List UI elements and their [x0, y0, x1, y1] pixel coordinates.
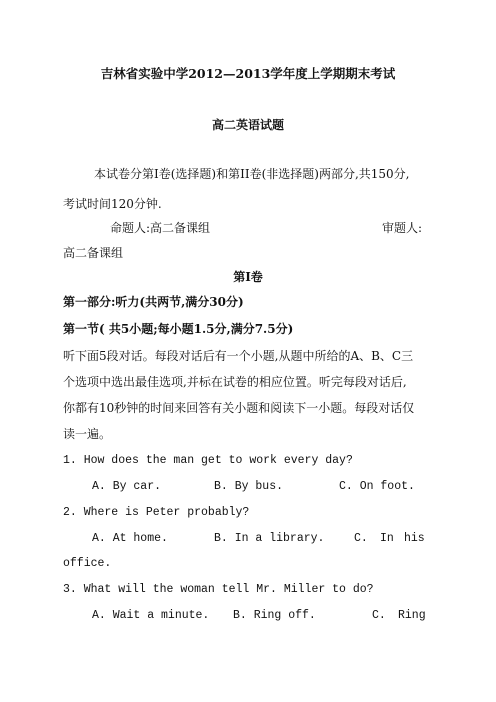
intro-line-2: 考试时间120分钟.	[63, 197, 162, 211]
question-1-option-a: A. By car.	[92, 480, 162, 493]
section-heading: 第一节( 共5小题;每小题1.5分,满分7.5分)	[63, 322, 294, 336]
part-heading: 第一部分:听力(共两节,满分30分)	[63, 295, 244, 309]
question-1-option-b: B. By bus.	[214, 480, 284, 493]
question-1-stem: 1. How does the man get to work every day?	[63, 454, 353, 467]
instruction-line-4: 读一遍。	[63, 427, 112, 441]
volume-title: 第Ⅰ卷	[233, 270, 263, 284]
question-2-option-b: B. In a library.	[214, 532, 325, 545]
question-3-option-c: C.	[372, 609, 386, 622]
setter-label: 命题人:高二备课组	[110, 221, 211, 235]
question-3-stem: 3. What will the woman tell Mr. Miller to do?	[63, 583, 374, 596]
exam-title: 吉林省实验中学2012—2013学年度上学期期末考试	[100, 66, 396, 81]
question-2-stem: 2. Where is Peter probably?	[63, 506, 250, 519]
question-3-option-a: A. Wait a minute.	[92, 609, 210, 622]
question-2-option-a: A. At home.	[92, 532, 168, 545]
question-2-option-c-continued: office.	[63, 557, 112, 570]
question-3-option-b: B. Ring off.	[233, 609, 316, 622]
exam-subtitle: 高二英语试题	[211, 118, 284, 132]
question-2-option-c-word-1: In	[380, 532, 394, 545]
question-3-option-c-word: Ring	[398, 609, 426, 622]
reviewer-label: 审题人:	[382, 221, 423, 235]
intro-line-1: 本试卷分第Ⅰ卷(选择题)和第II卷(非选择题)两部分,共150分,	[94, 167, 410, 181]
question-2-option-c-word-2: his	[404, 532, 425, 545]
instruction-line-3: 你都有10秒钟的时间来回答有关小题和阅读下一小题。每段对话仅	[63, 401, 415, 415]
instruction-line-2: 个选项中选出最佳选项,并标在试卷的相应位置。听完每段对话后,	[63, 375, 407, 389]
question-2-option-c: C.	[354, 532, 368, 545]
question-1-option-c: C. On foot.	[339, 480, 415, 493]
reviewer-name: 高二备课组	[63, 246, 124, 260]
instruction-line-1: 听下面5段对话。每段对话后有一个小题,从题中所给的A、B、C三	[63, 349, 414, 363]
